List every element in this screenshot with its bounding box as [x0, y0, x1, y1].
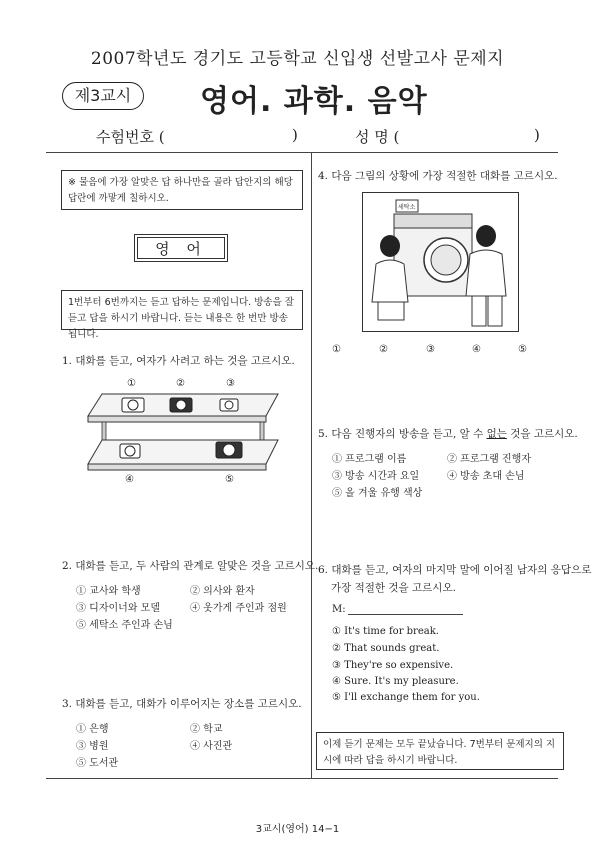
listening-note-box: 1번부터 6번까지는 듣고 답하는 문제입니다. 방송을 잘 듣고 답을 하시기 바랍니다. 듣는 내용은 한 번만 방송됩니다.: [61, 290, 303, 330]
q5-option-4: ④ 방송 초대 손님: [447, 471, 525, 482]
period-badge: 제3교시: [62, 82, 144, 110]
q6-option-3: ③ They're so expensive.: [332, 660, 454, 671]
instruction-box: ※ 물음에 가장 알맞은 답 하나만을 골라 답안지의 해당 답란에 까맣게 칠하시오.: [61, 170, 303, 210]
camera-4-icon: [120, 444, 140, 458]
question-5-underlined: 없는: [486, 428, 507, 440]
q1-label-4: ④: [125, 474, 134, 485]
question-5-text-b: 것을 고르시오.: [506, 428, 578, 440]
laundry-sign-text: 세탁소: [398, 204, 416, 211]
q3-option-5: ⑤ 도서관: [76, 758, 119, 769]
q6-option-1: ① It's time for break.: [332, 626, 439, 637]
q5-option-3: ③ 방송 시간과 요일: [332, 471, 420, 482]
question-6-line1: 6. 대화를 듣고, 여자의 마지막 말에 이어질 남자의 응답으로: [318, 564, 592, 576]
question-6-line2: 가장 적절한 것을 고르시오.: [331, 582, 456, 594]
q5-option-2: ② 프로그램 진행자: [447, 454, 531, 465]
q1-label-3: ③: [226, 378, 235, 389]
q3-option-2: ② 학교: [190, 724, 223, 735]
subject-title: 영어. 과학. 음악: [200, 84, 428, 119]
q6-m-label: M:: [332, 604, 346, 615]
question-2: 2. 대화를 듣고, 두 사람의 관계로 알맞은 것을 고르시오.: [62, 560, 319, 572]
name-close: ): [534, 126, 540, 144]
header-divider: [46, 152, 558, 153]
q6-option-4: ④ Sure. It's my pleasure.: [332, 676, 459, 687]
footer-divider: [46, 778, 558, 779]
question-4: 4. 다음 그림의 상황에 가장 적절한 대화를 고르시오.: [318, 170, 558, 182]
name-label: 성 명 (: [355, 128, 400, 146]
q1-label-5: ⑤: [225, 474, 234, 485]
q2-option-5: ⑤ 세탁소 주인과 손님: [76, 620, 173, 631]
q2-option-4: ④ 옷가게 주인과 점원: [190, 603, 287, 614]
laundry-scene-illustration: [362, 192, 519, 332]
camera-3-icon: [220, 399, 238, 411]
camera-1-icon: [122, 398, 144, 412]
camera-5-icon: [216, 442, 242, 458]
question-5-text-a: 5. 다음 진행자의 방송을 듣고, 알 수: [318, 428, 487, 440]
exam-number-label: 수험번호 (: [96, 128, 165, 146]
q3-option-1: ① 은행: [76, 724, 109, 735]
page-footer: 3교시(영어) 14−1: [255, 824, 340, 835]
section-title: 영 어: [137, 237, 225, 259]
camera-2-icon: [170, 398, 192, 412]
q4-number-1: ①: [332, 344, 341, 355]
q4-number-5: ⑤: [518, 344, 527, 355]
exam-number-close: ): [292, 126, 298, 144]
q6-option-5: ⑤ I'll exchange them for you.: [332, 692, 480, 703]
q6-answer-blank: [348, 614, 463, 615]
q3-option-4: ④ 사진관: [190, 741, 233, 752]
question-3: 3. 대화를 듣고, 대화가 이루어지는 장소를 고르시오.: [62, 698, 302, 710]
q5-option-1: ① 프로그램 이름: [332, 454, 407, 465]
q4-number-3: ③: [426, 344, 435, 355]
question-1: 1. 대화를 듣고, 여자가 사려고 하는 것을 고르시오.: [62, 355, 295, 367]
q4-number-4: ④: [472, 344, 481, 355]
q2-option-2: ② 의사와 환자: [190, 586, 255, 597]
q3-option-3: ③ 병원: [76, 741, 109, 752]
q5-option-5: ⑤ 올 겨울 유행 색상: [332, 488, 423, 499]
section-title-frame: [134, 234, 228, 262]
column-divider: [311, 153, 312, 778]
q4-number-2: ②: [379, 344, 388, 355]
q1-label-2: ②: [176, 378, 185, 389]
q6-option-2: ② That sounds great.: [332, 643, 440, 654]
q2-option-3: ③ 디자이너와 모델: [76, 603, 160, 614]
exam-title: 2007학년도 경기도 고등학교 신입생 선발고사 문제지: [90, 49, 505, 69]
question-5: [318, 426, 578, 441]
q2-option-1: ① 교사와 학생: [76, 586, 141, 597]
shelf-illustration: [80, 372, 295, 492]
listening-end-note: 이제 듣기 문제는 모두 끝났습니다. 7번부터 문제지의 지시에 따라 답을 하시기 바랍니다.: [316, 732, 564, 770]
q1-label-1: ①: [127, 378, 136, 389]
